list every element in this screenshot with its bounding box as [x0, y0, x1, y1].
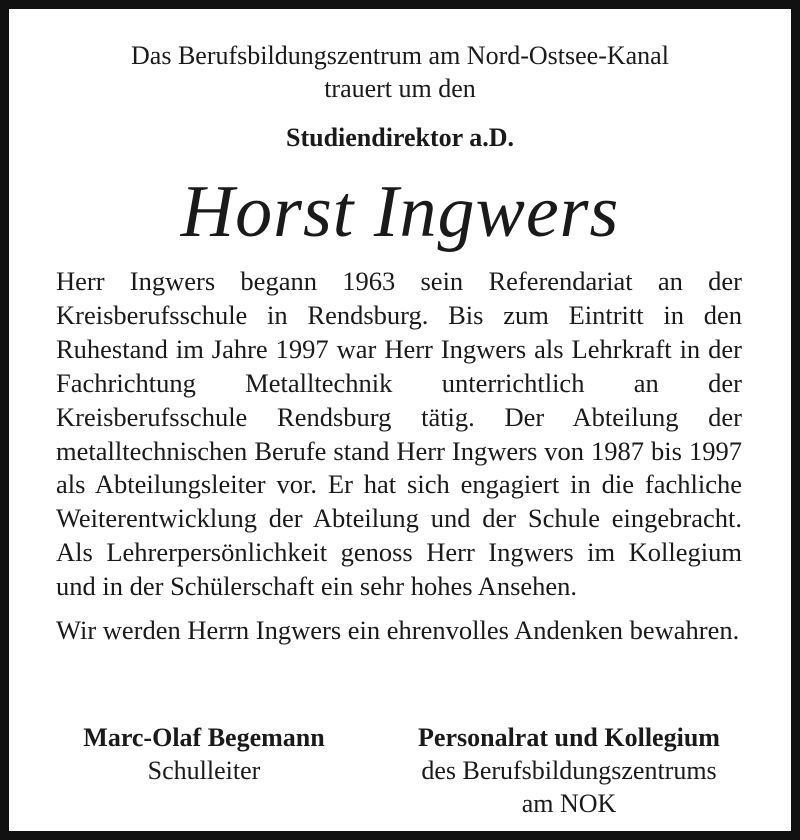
header-block: [18, 39, 782, 105]
signature-right-line2: des Berufsbildungszentrums: [421, 756, 717, 785]
signature-left: [49, 721, 359, 787]
header-line-mourns: trauert um den: [324, 74, 476, 103]
rank-title: Studiendirektor a.D.: [285, 123, 515, 152]
obituary-body: [56, 265, 742, 648]
signature-right-line3: am NOK: [521, 789, 617, 818]
deceased-name: Horst Ingwers: [180, 171, 620, 253]
signature-right: [379, 721, 759, 820]
body-paragraph-remembrance: Wir werden Herrn Ingwers ein ehrenvolles Andenken bewahren.: [56, 615, 740, 646]
signature-left-name: Marc-Olaf Begemann: [83, 723, 325, 752]
header-line-institution: Das Berufsbildungszentrum am Nord-Ostsee-Kanal: [131, 41, 669, 70]
body-paragraph-career: Herr Ingwers begann 1963 sein Referendariat an der Kreisberufsschule in Rendsburg. Bis zum Eintritt in den Ruhestand im Jahre 1997 war Herr Ingwers als Lehrkraft in der Fachrichtung Metalltechnik unterrichtlich an der Kreisberufsschule Rendsburg tätig. Der Abteilung der metalltechnischen Berufe stand Herr Ingwers von 1987 bis 1997 als Abteilungsleiter vor. Er hat sich engagiert in die fachliche Weiterentwicklung der Abteilung und der Schule eingebracht. Als Lehrerpersönlichkeit genoss Herr Ingwers im Kollegium und in der Schülerschaft ein sehr hohes Ansehen.: [56, 266, 742, 602]
signature-left-role: Schulleiter: [147, 756, 261, 785]
signature-right-name: Personalrat und Kollegium: [418, 723, 720, 752]
